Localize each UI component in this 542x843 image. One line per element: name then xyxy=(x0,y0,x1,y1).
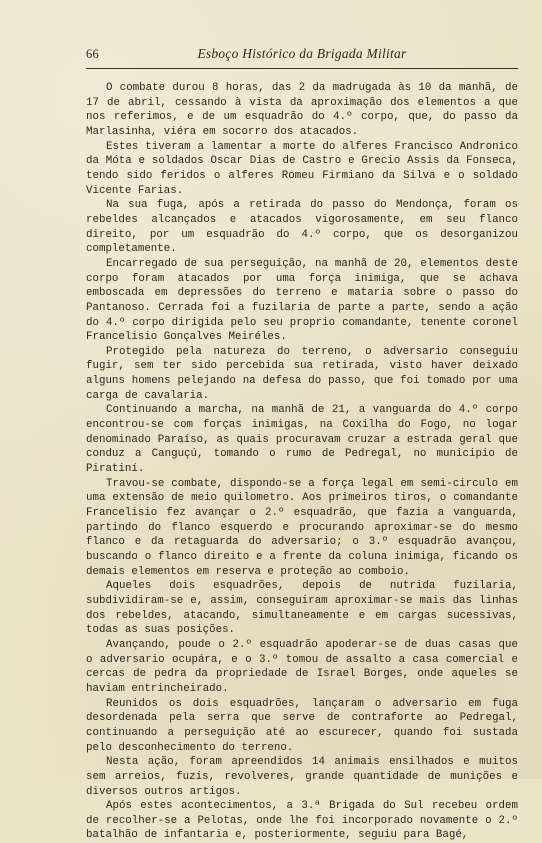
running-title: Esboço Histórico da Brigada Militar xyxy=(197,46,407,61)
page-number: 66 xyxy=(86,47,99,61)
paragraph: Travou-se combate, dispondo-se a força legal em semi-circulo em uma extensão de meio quilometro. Aos primeiros tiros, o comandante Francelisio fez avançar o 2.º esquadrão, que fazia a vanguarda, partindo do flanco esquerdo e procurando aproximar-se do mesmo flanco e da retaguarda do adversario; o 3.º esquadrão avançou, buscando o flanco direito e a frente da coluna inimiga, ficando os demais elementos em reserva e proteção ao comboio. xyxy=(86,477,518,578)
body-text xyxy=(86,81,518,843)
paragraph: Na sua fuga, após a retirada do passo do Mendonça, foram os rebeldes alcançados e atacados vigorosamente, em seu flanco direito, por um esquadrão do 4.º corpo, que os desorganizou completamente. xyxy=(86,199,518,256)
paragraph: Estes tiveram a lamentar a morte do alferes Francisco Andronico da Móta e soldados Oscar Dias de Castro e Grecio Assis da Fonseca, tendo sido feridos o alferes Romeu Firmiano da Silva e o soldado Vicente Farias. xyxy=(86,140,518,197)
paragraph: Avançando, poude o 2.º esquadrão apoderar-se de duas casas que o adversario ocupára, e o 3.º tomou de assalto a casa comercial e cercas de pedra da propriedade de Israel Borges, onde aqueles se haviam entrincheirado. xyxy=(86,638,518,695)
paragraph: Encarregado de sua perseguição, na manhã de 20, elementos deste corpo foram atacados por uma força inimiga, que se achava emboscada em depressões do terreno e mataria sobre o passo do Pantanoso. Cerrada foi a fuzilaria de parte a parte, sendo a ação do 4.º corpo dirigida pelo seu proprio comandante, tenente coronel Francelisio Gonçalves Meiréles. xyxy=(86,257,518,344)
paragraph: Continuando a marcha, na manhã de 21, a vanguarda do 4.º corpo encontrou-se com forças inimigas, na Coxilha do Fogo, no logar denominado Paraíso, as quais procuravam cruzar a estrada geral que conduz a Canguçú, tomando o rumo de Pedregal, no municipio de Piratiní. xyxy=(86,404,518,476)
paragraph: Nesta ação, foram apreendidos 14 animais ensilhados e muitos sem arreios, fuzis, revolveres, grande quantidade de munições e diversos outros artigos. xyxy=(86,756,518,798)
page-header xyxy=(86,46,518,69)
paragraph: Reunidos os dois esquadrões, lançaram o adversario em fuga desordenada pela serra que serve de contraforte ao Pedregal, continuando a perseguição até ao escurecer, quando foi sustada pelo desconhecimento do terreno. xyxy=(86,697,518,754)
paragraph: Aqueles dois esquadrões, depois de nutrida fuzilaria, subdividiram-se e, assim, conseguiram aproximar-se mais das linhas dos rebeldes, atacando, simultaneamente e em cargas sucessivas, todas as suas posições. xyxy=(86,580,518,637)
paragraph: Protegido pela natureza do terreno, o adversario conseguiu fugir, sem ter sido percebida sua retirada, visto haver deixado alguns homens pelejando na defesa do passo, que foi tomado por uma carga de cavalaria. xyxy=(86,345,518,402)
paragraph: Após estes acontecimentos, a 3.ª Brigada do Sul recebeu ordem de recolher-se a Pelotas, onde lhe foi incorporado novamente o 2.º batalhão de infantaria e, posteriormente, seguiu para Bagé, xyxy=(86,800,518,842)
paragraph: O combate durou 8 horas, das 2 da madrugada às 10 da manhã, de 17 de abril, cessando à vista da aproximação dos elementos a que nos referimos, e de um esquadrão do 4.º corpo, que, do passo da Marlasinha, viéra em socorro dos atacados. xyxy=(86,82,518,138)
